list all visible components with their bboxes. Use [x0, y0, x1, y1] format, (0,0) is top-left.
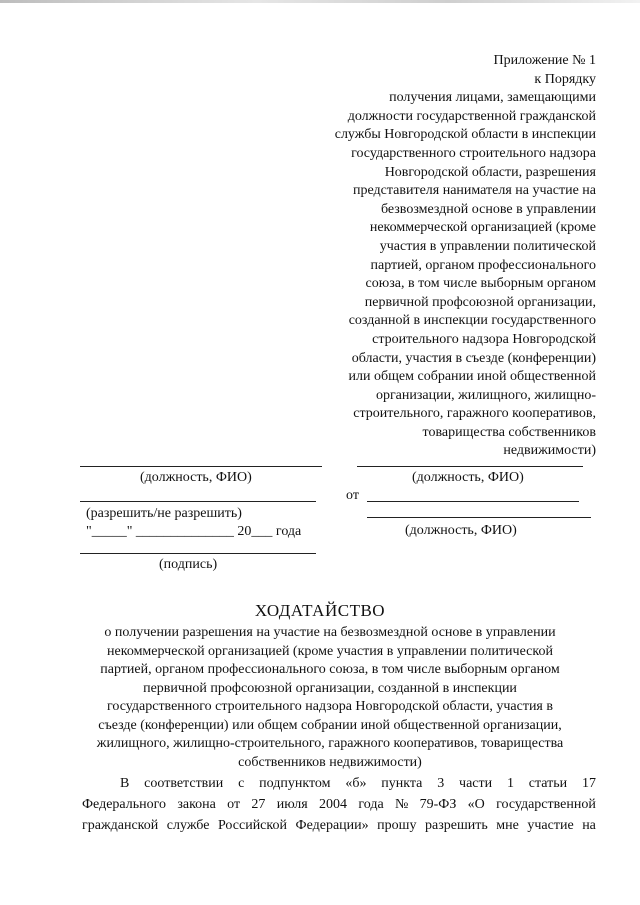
body-word: В: [120, 776, 130, 791]
body-word: 17: [581, 776, 596, 791]
body-word: соответствии: [144, 776, 224, 791]
annex-line: безвозмездной основе в управлении: [380, 201, 596, 217]
annex-line: или общем собрании иной общественной: [348, 369, 596, 385]
annex-line: представителя нанимателя на участие на: [353, 183, 596, 199]
annex-line: партией, органом профессионального: [370, 257, 596, 273]
body-line: [82, 794, 596, 815]
document-subject: [60, 624, 600, 772]
subject-line: первичной профсоюзной организации, созданной в инспекции: [143, 680, 517, 696]
position-signature-line: [80, 466, 322, 467]
applicant-caption: (должность, ФИО): [405, 523, 517, 538]
position-caption-left: (должность, ФИО): [140, 470, 252, 485]
annex-line: Приложение № 1: [493, 53, 596, 68]
scan-edge: [0, 0, 640, 3]
annex-header: [296, 52, 596, 461]
body-word: Федерации»: [295, 818, 369, 833]
annex-line: участия в управлении политической: [379, 238, 596, 254]
annex-line: недвижимости): [503, 443, 596, 459]
body-word: государственной: [496, 797, 596, 812]
body-word: №: [394, 797, 409, 812]
from-label: от: [346, 488, 359, 503]
subject-line: съезде (конференции) или общем собрании иной общественной организации,: [98, 717, 562, 733]
body-line: [82, 815, 596, 836]
body-line: [82, 773, 596, 794]
body-word: службе: [166, 818, 210, 833]
applicant-line-1: [367, 501, 579, 502]
annex-line: строительного, гаражного кооперативов,: [353, 406, 596, 422]
subject-line: о получении разрешения на участие на безвозмездной основе в управлении: [104, 625, 556, 640]
subject-line: некоммерческой организацией (кроме участия в управлении политической: [107, 643, 553, 659]
body-word: закона: [177, 797, 216, 812]
body-word: на: [582, 818, 596, 833]
body-paragraph: [82, 773, 596, 836]
signature-line: [80, 553, 316, 554]
annex-line: созданной в инспекции государственного: [348, 313, 596, 329]
body-word: года: [358, 797, 384, 812]
date-line: "_____" ______________ 20___ года: [86, 524, 302, 539]
annex-line: некоммерческой организацией (кроме: [369, 220, 596, 236]
body-word: от: [227, 797, 241, 812]
annex-line: государственного строительного надзора: [351, 145, 596, 161]
body-word: 79-ФЗ: [419, 797, 457, 812]
subject-line: партией, органом профессионального союза, в том числе выборным органом: [100, 662, 560, 677]
annex-line: союза, в том числе выборным органом: [365, 276, 596, 292]
annex-line: получения лицами, замещающими: [389, 90, 596, 106]
body-word: подпунктом: [259, 776, 331, 791]
body-word: мне: [496, 818, 519, 833]
body-word: «О: [467, 797, 485, 812]
annex-line: службы Новгородской области в инспекции: [334, 127, 596, 143]
applicant-line-2: [367, 517, 591, 518]
decision-caption: (разрешить/не разрешить): [86, 506, 242, 521]
annex-line: товарищества собственников: [422, 424, 596, 440]
annex-line: строительного надзора Новгородской: [372, 331, 596, 347]
subject-line: государственного строительного надзора Новгородской области, участия в: [107, 699, 553, 714]
annex-line: Новгородской области, разрешения: [384, 164, 596, 180]
addressee-line: [357, 466, 583, 467]
body-word: июля: [276, 797, 308, 812]
body-word: Федерального: [82, 797, 167, 812]
annex-line: области, участия в съезде (конференции): [351, 350, 596, 366]
body-word: Российской: [217, 818, 287, 833]
annex-line: к Порядку: [534, 71, 596, 87]
addressee-caption: (должность, ФИО): [412, 470, 524, 485]
annex-line: первичной профсоюзной организации,: [364, 294, 596, 310]
subject-line: собственников недвижимости): [238, 754, 422, 770]
body-word: участие: [527, 818, 574, 833]
subject-line: жилищного, жилищно-строительного, гаражного кооперативов, товарищества: [96, 736, 564, 751]
body-word: гражданской: [82, 818, 159, 833]
body-word: 1: [506, 776, 514, 791]
body-word: «б»: [345, 776, 367, 791]
body-word: пункта: [381, 776, 423, 791]
body-word: с: [238, 776, 245, 791]
body-word: 3: [437, 776, 445, 791]
body-word: статьи: [528, 776, 568, 791]
body-word: части: [459, 776, 493, 791]
body-word: прошу: [377, 818, 417, 833]
body-word: 2004: [319, 797, 348, 812]
document-title: ХОДАТАЙСТВО: [254, 601, 386, 620]
body-word: разрешить: [424, 818, 488, 833]
annex-line: организации, жилищного, жилищно-: [375, 387, 596, 403]
signature-caption: (подпись): [159, 557, 218, 572]
body-word: 27: [251, 797, 266, 812]
annex-line: должности государственной гражданской: [347, 108, 596, 124]
decision-line: [80, 501, 316, 502]
